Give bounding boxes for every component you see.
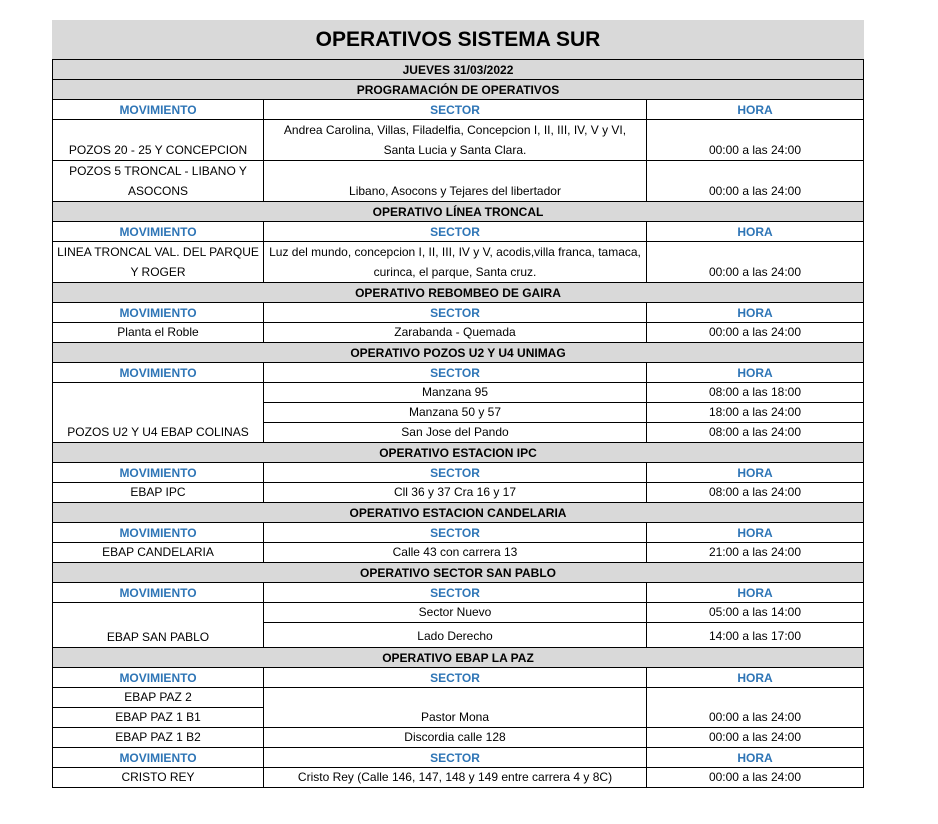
section-title-linea-troncal: OPERATIVO LÍNEA TRONCAL — [53, 202, 864, 222]
page-title: OPERATIVOS SISTEMA SUR — [53, 21, 864, 60]
hora-cell: 00:00 a las 24:00 — [647, 728, 864, 748]
hora-cell: 00:00 a las 24:00 — [647, 161, 864, 202]
movimiento-cell: POZOS U2 Y U4 EBAP COLINAS — [53, 383, 264, 443]
section-title-san-pablo: OPERATIVO SECTOR SAN PABLO — [53, 563, 864, 583]
column-header-sector: SECTOR — [264, 668, 647, 688]
column-header-movimiento: MOVIMIENTO — [53, 668, 264, 688]
column-header-sector: SECTOR — [264, 523, 647, 543]
column-header-sector: SECTOR — [264, 100, 647, 120]
movimiento-cell: EBAP PAZ 1 B1 — [53, 708, 264, 728]
column-header-hora: HORA — [647, 748, 864, 768]
column-header-hora: HORA — [647, 668, 864, 688]
hora-cell: 08:00 a las 24:00 — [647, 483, 864, 503]
sector-cell: Libano, Asocons y Tejares del libertador — [264, 161, 647, 202]
column-header-movimiento: MOVIMIENTO — [53, 463, 264, 483]
sector-cell: Pastor Mona — [264, 688, 647, 728]
sector-cell: San Jose del Pando — [264, 423, 647, 443]
section-title-ipc: OPERATIVO ESTACION IPC — [53, 443, 864, 463]
table-row — [53, 728, 864, 748]
hora-cell: 00:00 a las 24:00 — [647, 323, 864, 343]
hora-cell: 08:00 a las 18:00 — [647, 383, 864, 403]
table-row — [53, 323, 864, 343]
column-header-movimiento: MOVIMIENTO — [53, 583, 264, 603]
hora-cell: 00:00 a las 24:00 — [647, 688, 864, 728]
column-header-hora: HORA — [647, 303, 864, 323]
column-header-sector: SECTOR — [264, 222, 647, 242]
table-row — [53, 768, 864, 788]
operativos-table — [52, 20, 864, 788]
sector-cell: Calle 43 con carrera 13 — [264, 543, 647, 563]
column-header-hora: HORA — [647, 523, 864, 543]
section-title-gaira: OPERATIVO REBOMBEO DE GAIRA — [53, 283, 864, 303]
table-row — [53, 543, 864, 563]
table-row — [53, 603, 864, 623]
movimiento-cell: LINEA TRONCAL VAL. DEL PARQUE Y ROGER — [53, 242, 264, 283]
movimiento-cell: POZOS 20 - 25 Y CONCEPCION — [53, 120, 264, 161]
column-header-movimiento: MOVIMIENTO — [53, 748, 264, 768]
hora-cell: 21:00 a las 24:00 — [647, 543, 864, 563]
table-row — [53, 161, 864, 202]
column-header-movimiento: MOVIMIENTO — [53, 303, 264, 323]
table-row — [53, 242, 864, 283]
column-header-movimiento: MOVIMIENTO — [53, 523, 264, 543]
column-header-sector: SECTOR — [264, 463, 647, 483]
column-header-hora: HORA — [647, 222, 864, 242]
column-header-hora: HORA — [647, 583, 864, 603]
movimiento-cell: Planta el Roble — [53, 323, 264, 343]
sector-cell: Sector Nuevo — [264, 603, 647, 623]
column-header-sector: SECTOR — [264, 303, 647, 323]
date-label: JUEVES 31/03/2022 — [53, 60, 864, 80]
sector-cell: Discordia calle 128 — [264, 728, 647, 748]
hora-cell: 14:00 a las 17:00 — [647, 623, 864, 648]
hora-cell: 05:00 a las 14:00 — [647, 603, 864, 623]
table-row — [53, 483, 864, 503]
sector-cell: Andrea Carolina, Villas, Filadelfia, Concepcion I, II, III, IV, V y VI, Santa Lucia y Santa Clara. — [264, 120, 647, 161]
movimiento-cell: POZOS 5 TRONCAL - LIBANO Y ASOCONS — [53, 161, 264, 202]
sector-cell: Lado Derecho — [264, 623, 647, 648]
movimiento-cell: EBAP PAZ 2 — [53, 688, 264, 708]
hora-cell: 00:00 a las 24:00 — [647, 120, 864, 161]
column-header-movimiento: MOVIMIENTO — [53, 100, 264, 120]
table-row — [53, 120, 864, 161]
table-row — [53, 688, 864, 708]
section-title-candelaria: OPERATIVO ESTACION CANDELARIA — [53, 503, 864, 523]
hora-cell: 00:00 a las 24:00 — [647, 768, 864, 788]
movimiento-cell: EBAP CANDELARIA — [53, 543, 264, 563]
column-header-hora: HORA — [647, 100, 864, 120]
sector-cell: Manzana 95 — [264, 383, 647, 403]
hora-cell: 18:00 a las 24:00 — [647, 403, 864, 423]
movimiento-cell: EBAP PAZ 1 B2 — [53, 728, 264, 748]
column-header-sector: SECTOR — [264, 363, 647, 383]
column-header-sector: SECTOR — [264, 583, 647, 603]
hora-cell: 00:00 a las 24:00 — [647, 242, 864, 283]
column-header-hora: HORA — [647, 363, 864, 383]
hora-cell: 08:00 a las 24:00 — [647, 423, 864, 443]
table-row — [53, 383, 864, 403]
sector-cell: Manzana 50 y 57 — [264, 403, 647, 423]
movimiento-cell: EBAP SAN PABLO — [53, 603, 264, 648]
column-header-sector: SECTOR — [264, 748, 647, 768]
sector-cell: Cll 36 y 37 Cra 16 y 17 — [264, 483, 647, 503]
sector-cell: Zarabanda - Quemada — [264, 323, 647, 343]
column-header-movimiento: MOVIMIENTO — [53, 363, 264, 383]
section-title-programacion: PROGRAMACIÓN DE OPERATIVOS — [53, 80, 864, 100]
sector-cell: Luz del mundo, concepcion I, II, III, IV y V, acodis,villa franca, tamaca, curinca, el parque, Santa cruz. — [264, 242, 647, 283]
movimiento-cell: EBAP IPC — [53, 483, 264, 503]
section-title-unimag: OPERATIVO POZOS U2 Y U4 UNIMAG — [53, 343, 864, 363]
sector-cell: Cristo Rey (Calle 146, 147, 148 y 149 entre carrera 4 y 8C) — [264, 768, 647, 788]
column-header-movimiento: MOVIMIENTO — [53, 222, 264, 242]
movimiento-cell: CRISTO REY — [53, 768, 264, 788]
section-title-la-paz: OPERATIVO EBAP LA PAZ — [53, 648, 864, 668]
operativos-sheet — [52, 20, 863, 788]
column-header-hora: HORA — [647, 463, 864, 483]
